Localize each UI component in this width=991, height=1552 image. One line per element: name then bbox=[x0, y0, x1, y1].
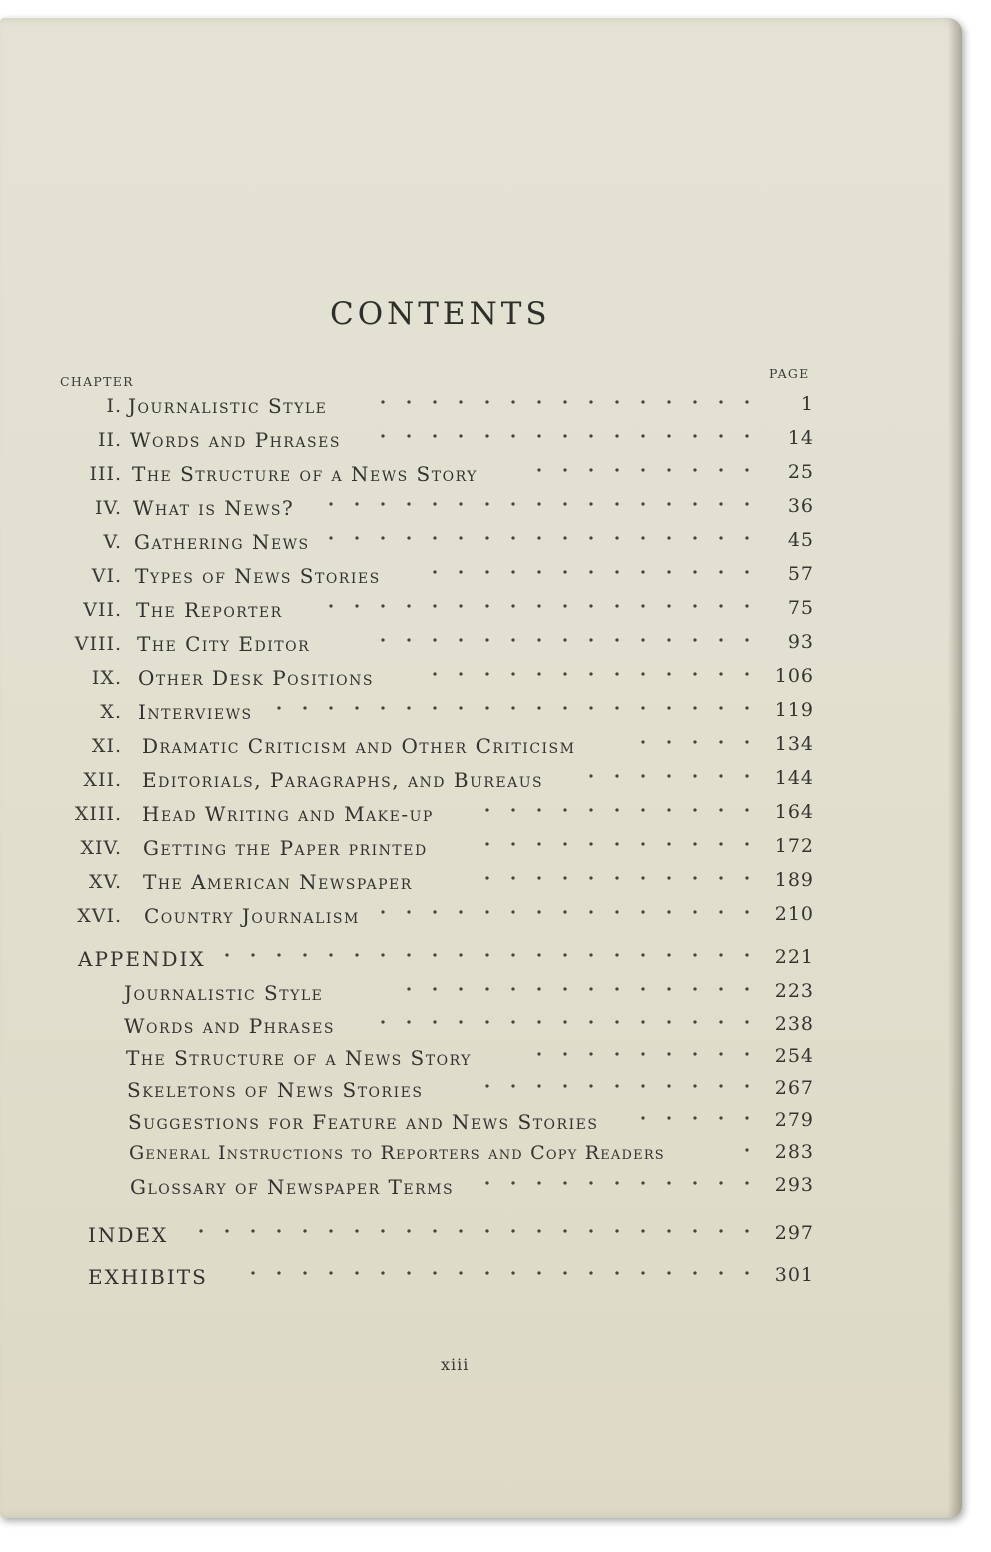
book-page bbox=[0, 18, 962, 1518]
page-number: 164 bbox=[774, 801, 814, 823]
chapter-title: Words and Phrases bbox=[130, 428, 341, 452]
chapter-title: Getting the Paper printed bbox=[143, 836, 428, 860]
page-number: 283 bbox=[774, 1141, 814, 1163]
leader-dots bbox=[370, 909, 760, 915]
page-number: 57 bbox=[787, 563, 814, 585]
appendix-item-title: Glossary of Newspaper Terms bbox=[130, 1175, 455, 1199]
leader-dots bbox=[422, 569, 760, 575]
chapter-number: II. bbox=[97, 429, 122, 451]
appendix-item-title: Journalistic Style bbox=[124, 981, 324, 1005]
chapter-number: IX. bbox=[91, 667, 122, 689]
page-column-label: PAGE bbox=[769, 366, 810, 381]
toc-entry-index[interactable] bbox=[0, 1222, 962, 1252]
toc-entry-chapter-5[interactable] bbox=[0, 529, 962, 559]
toc-entry-chapter-15[interactable] bbox=[0, 869, 962, 899]
leader-dots bbox=[734, 1147, 760, 1153]
chapter-title: Other Desk Positions bbox=[138, 666, 374, 690]
chapter-number: V. bbox=[103, 531, 122, 553]
page-number: 297 bbox=[774, 1222, 814, 1244]
leader-dots bbox=[526, 1051, 760, 1057]
chapter-title: The City Editor bbox=[137, 632, 311, 656]
chapter-number: VII. bbox=[83, 599, 122, 621]
page-number: 238 bbox=[774, 1013, 814, 1035]
leader-dots bbox=[422, 671, 760, 677]
leader-dots bbox=[370, 399, 760, 405]
leader-dots bbox=[396, 986, 760, 992]
toc-entry-chapter-14[interactable] bbox=[0, 835, 962, 865]
page-number: 144 bbox=[774, 767, 814, 789]
page-number: 172 bbox=[774, 835, 814, 857]
leader-dots bbox=[630, 1115, 760, 1121]
leader-dots bbox=[474, 875, 760, 881]
leader-dots bbox=[474, 841, 760, 847]
leader-dots bbox=[318, 501, 760, 507]
page-number: 301 bbox=[774, 1264, 814, 1286]
toc-entry-chapter-1[interactable] bbox=[0, 393, 962, 423]
appendix-item-title: The Structure of a News Story bbox=[126, 1046, 472, 1070]
toc-entry-appendix-item-5[interactable] bbox=[0, 1109, 962, 1139]
chapter-title: The Structure of a News Story bbox=[132, 462, 478, 486]
page-number: 254 bbox=[774, 1045, 814, 1067]
page-number: 36 bbox=[787, 495, 814, 517]
toc-entry-chapter-4[interactable] bbox=[0, 495, 962, 525]
appendix-title: APPENDIX bbox=[78, 947, 206, 971]
chapter-number: XIII. bbox=[74, 803, 122, 825]
toc-entry-chapter-12[interactable] bbox=[0, 767, 962, 797]
page-number: 189 bbox=[774, 869, 814, 891]
toc-entry-chapter-7[interactable] bbox=[0, 597, 962, 627]
toc-entry-chapter-16[interactable] bbox=[0, 903, 962, 933]
page-number: 1 bbox=[800, 393, 814, 415]
page-number: 134 bbox=[774, 733, 814, 755]
appendix-item-title: General Instructions to Reporters and Copy Readers bbox=[129, 1142, 665, 1164]
chapter-number: VI. bbox=[91, 565, 122, 587]
appendix-item-title: Words and Phrases bbox=[124, 1014, 335, 1038]
chapter-title: Journalistic Style bbox=[128, 394, 328, 418]
chapter-column-label: CHAPTER bbox=[60, 374, 134, 389]
leader-dots bbox=[370, 1019, 760, 1025]
leader-dots bbox=[318, 535, 760, 541]
chapter-number: XV. bbox=[89, 871, 122, 893]
page-title: CONTENTS bbox=[330, 296, 551, 332]
toc-entry-chapter-10[interactable] bbox=[0, 699, 962, 729]
leader-dots bbox=[372, 433, 760, 439]
leader-dots bbox=[474, 807, 760, 813]
toc-entry-appendix-item-6[interactable] bbox=[0, 1141, 962, 1171]
leader-dots bbox=[318, 603, 760, 609]
exhibits-title: EXHIBITS bbox=[88, 1265, 208, 1289]
chapter-title: Types of News Stories bbox=[135, 564, 381, 588]
leader-dots bbox=[474, 1083, 760, 1089]
page-number: 93 bbox=[787, 631, 814, 653]
chapter-title: Editorials, Paragraphs, and Bureaus bbox=[142, 768, 544, 792]
toc-entry-chapter-13[interactable] bbox=[0, 801, 962, 831]
appendix-item-title: Suggestions for Feature and News Stories bbox=[128, 1110, 599, 1134]
folio-page-number: xiii bbox=[441, 1355, 470, 1374]
page-number: 25 bbox=[787, 461, 814, 483]
leader-dots bbox=[578, 773, 760, 779]
chapter-number: X. bbox=[100, 701, 122, 723]
leader-dots bbox=[530, 467, 760, 473]
chapter-title: Interviews bbox=[138, 700, 253, 724]
leader-dots bbox=[474, 1180, 760, 1186]
page-number: 293 bbox=[774, 1174, 814, 1196]
toc-entry-appendix[interactable] bbox=[0, 946, 962, 976]
chapter-number: IV. bbox=[95, 497, 122, 519]
chapter-title: Head Writing and Make-up bbox=[142, 802, 434, 826]
chapter-number: III. bbox=[89, 463, 122, 485]
page-number: 279 bbox=[774, 1109, 814, 1131]
leader-dots bbox=[266, 705, 760, 711]
toc-entry-chapter-2[interactable] bbox=[0, 427, 962, 457]
toc-entry-appendix-item-7[interactable] bbox=[0, 1174, 962, 1204]
chapter-number: XVI. bbox=[77, 905, 122, 927]
toc-entry-exhibits[interactable] bbox=[0, 1264, 962, 1294]
toc-entry-appendix-item-1[interactable] bbox=[0, 980, 962, 1010]
toc-entry-appendix-item-3[interactable] bbox=[0, 1045, 962, 1075]
toc-entry-chapter-8[interactable] bbox=[0, 631, 962, 661]
page-number: 14 bbox=[787, 427, 814, 449]
toc-entry-chapter-11[interactable] bbox=[0, 733, 962, 763]
page-number: 45 bbox=[787, 529, 814, 551]
page-number: 267 bbox=[774, 1077, 814, 1099]
chapter-title: Dramatic Criticism and Other Criticism bbox=[142, 734, 576, 758]
toc-entry-appendix-item-2[interactable] bbox=[0, 1013, 962, 1043]
toc-entry-chapter-3[interactable] bbox=[0, 461, 962, 491]
page-number: 106 bbox=[774, 665, 814, 687]
toc-entry-chapter-9[interactable] bbox=[0, 665, 962, 695]
chapter-number: XIV. bbox=[80, 837, 122, 859]
chapter-number: VIII. bbox=[74, 633, 122, 655]
leader-dots bbox=[240, 1270, 760, 1276]
page-number: 221 bbox=[774, 946, 814, 968]
chapter-number: XII. bbox=[83, 769, 122, 791]
page-number: 75 bbox=[787, 597, 814, 619]
leader-dots bbox=[630, 739, 760, 745]
chapter-title: The American Newspaper bbox=[143, 870, 413, 894]
page-number: 223 bbox=[774, 980, 814, 1002]
chapter-number: XI. bbox=[91, 735, 122, 757]
chapter-title: What is News? bbox=[133, 496, 295, 520]
index-title: INDEX bbox=[88, 1223, 169, 1247]
chapter-title: The Reporter bbox=[136, 598, 283, 622]
toc-entry-appendix-item-4[interactable] bbox=[0, 1077, 962, 1107]
chapter-title: Gathering News bbox=[134, 530, 310, 554]
page-number: 119 bbox=[774, 699, 814, 721]
chapter-number: I. bbox=[106, 395, 122, 417]
leader-dots bbox=[188, 1228, 760, 1234]
page-number: 210 bbox=[774, 903, 814, 925]
appendix-item-title: Skeletons of News Stories bbox=[127, 1078, 424, 1102]
leader-dots bbox=[370, 637, 760, 643]
chapter-title: Country Journalism bbox=[144, 904, 360, 928]
leader-dots bbox=[214, 952, 760, 958]
toc-entry-chapter-6[interactable] bbox=[0, 563, 962, 593]
